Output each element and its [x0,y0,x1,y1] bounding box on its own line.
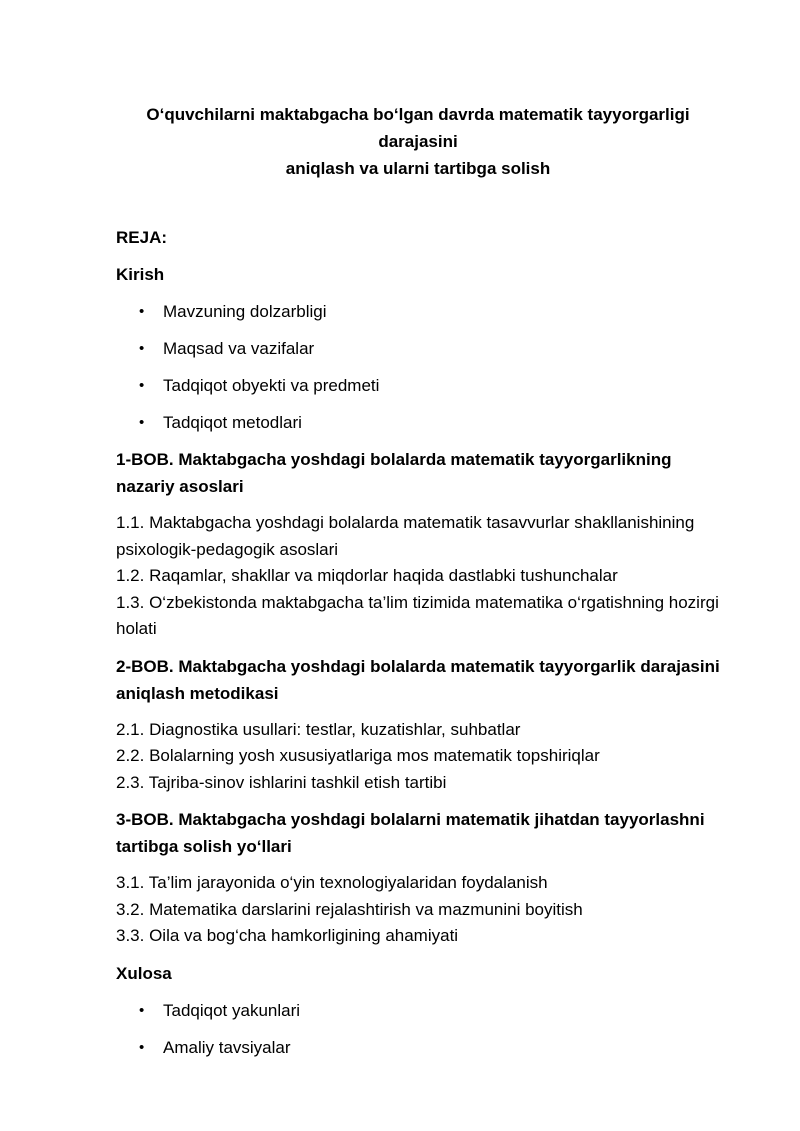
list-item: • Mavzuning dolzarbligi [116,298,730,325]
title-line-2: aniqlash va ularni tartibga solish [285,159,551,178]
list-item: • Tadqiqot obyekti va predmeti [116,372,730,399]
section-item: 2.3. Tajriba-sinov ishlarini tashkil etish tartibi [116,772,447,792]
chapter-1-sections [116,510,730,643]
document-title [106,101,730,182]
section-item: 3.1. Ta’lim jarayonida o‘yin texnologiyalaridan foydalanish [116,873,548,892]
list-item: • Tadqiqot yakunlari [116,997,730,1024]
chapter-1-heading: 1-BOB. Maktabgacha yoshdagi bolalarda matematik tayyorgarlikning nazariy asoslari [116,450,672,496]
chapter-3-heading: 3-BOB. Maktabgacha yoshdagi bolalarni matematik jihatdan tayyorlashni tartibga solish yo‘llari [116,810,705,856]
section-item: 1.1. Maktabgacha yoshdagi bolalarda matematik tasavvurlar shakllanishining psixologik-pedagogik asoslari [116,513,695,559]
chapter-2-heading: 2-BOB. Maktabgacha yoshdagi bolalarda matematik tayyorgarlik darajasini aniqlash metodikasi [116,656,720,703]
title-line-1: O‘quvchilarni maktabgacha bo‘lgan davrda matematik tayyorgarligi darajasini [146,105,690,151]
section-item: 2.2. Bolalarning yosh xususiyatlariga mos matematik topshiriqlar [116,746,600,765]
list-item: • Amaliy tavsiyalar [116,1034,730,1061]
chapter-2-sections [116,717,730,797]
section-item: 3.2. Matematika darslarini rejalashtirish va mazmunini boyitish [116,899,583,919]
section-item: 2.1. Diagnostika usullari: testlar, kuzatishlar, suhbatlar [116,719,521,739]
section-item: 1.3. O‘zbekistonda maktabgacha ta’lim tizimida matematika o‘rgatishning hozirgi holati [116,592,719,638]
intro-heading: Kirish [116,265,165,284]
plan-heading: REJA: [116,228,168,247]
list-item: • Maqsad va vazifalar [116,335,730,362]
section-item: 1.2. Raqamlar, shakllar va miqdorlar haqida dastlabki tushunchalar [116,566,618,585]
chapter-3-sections [116,870,730,950]
conclusion-list [116,997,730,1061]
conclusion-heading: Xulosa [116,963,172,983]
section-item: 3.3. Oila va bog‘cha hamkorligining ahamiyati [116,926,459,945]
intro-list [116,298,730,436]
list-item: • Tadqiqot metodlari [116,409,730,436]
